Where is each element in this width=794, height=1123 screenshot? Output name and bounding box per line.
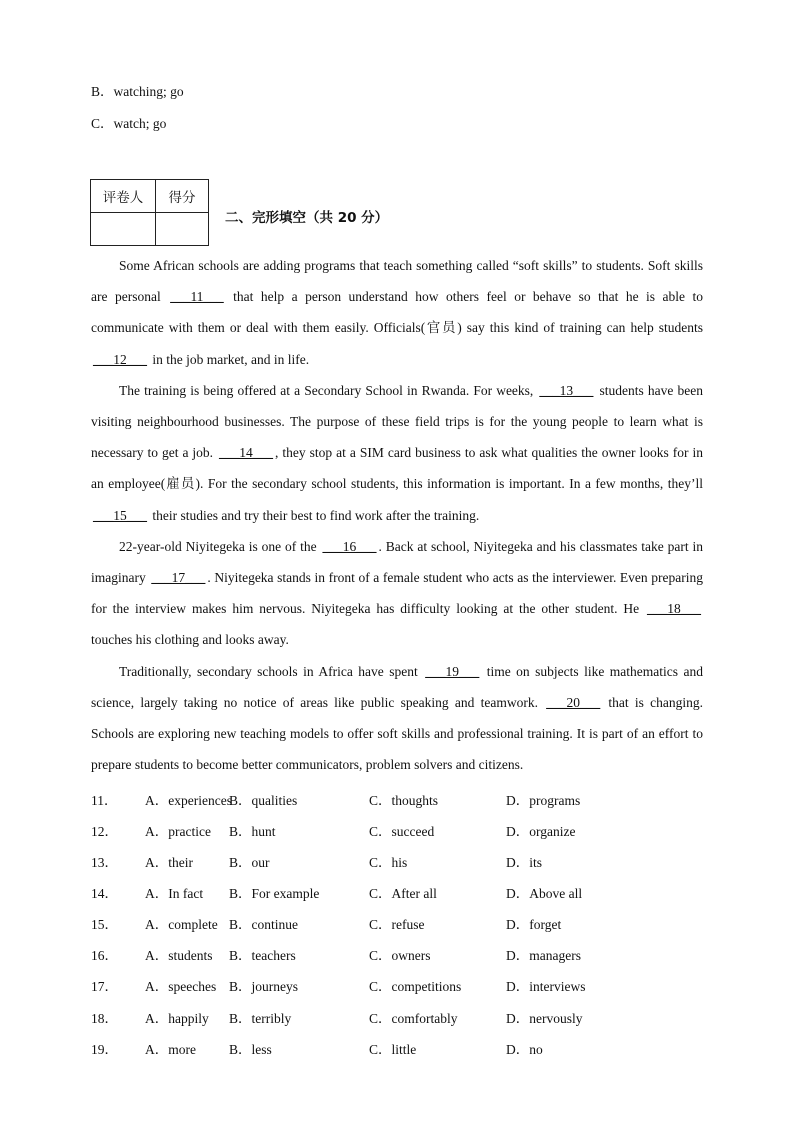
passage-text: . Niyitegeka stands in front of a female student who acts as the interviewer. Even preparing for the interview makes him nervous. Niyitegeka has difficulty looking at the other student. He [91,570,704,617]
question-number: 13． [91,855,118,870]
question-number: 15． [91,917,118,932]
option-d[interactable]: D．Above all [506,886,583,901]
passage-paragraph-1 [91,250,703,375]
option-c[interactable]: C．refuse [369,917,425,932]
option-a[interactable]: A．experiences [145,793,232,808]
passage-text: in the job market, and in life. [149,351,310,367]
passage-paragraph-3 [91,531,703,656]
option-d[interactable]: D．its [506,855,543,870]
passage-text: time on subjects like mathematics and science, largely taking no notice of areas like public speaking and teamwork. [91,663,703,710]
passage-text: touches his clothing and looks away. [91,632,289,648]
question-number: 18． [91,1011,118,1026]
option-d[interactable]: D．forget [506,917,562,932]
question-number: 12． [91,824,118,839]
blank-15: ___15___ [93,507,147,523]
question-number: 14． [91,886,118,901]
question-number: 19． [91,1042,118,1057]
passage-paragraph-2 [91,375,703,531]
option-b[interactable]: B．qualities [229,793,298,808]
option-b[interactable]: B．continue [229,917,298,932]
option-d[interactable]: D．organize [506,824,576,839]
option-a[interactable]: A．more [145,1042,196,1057]
blank-19: ___19___ [425,663,480,679]
option-a[interactable]: A．practice [145,824,211,839]
passage-text: students have been visiting neighbourhood businesses. The purpose of these field trips is for the young people to learn what is necessary to get a job. [91,382,703,461]
option-c[interactable]: C．owners [369,948,431,963]
option-d[interactable]: D．managers [506,948,581,963]
option-c[interactable]: C．After all [369,886,437,901]
passage-text: 22-year-old Niyitegeka is one of the [119,538,321,554]
blank-18: ___18___ [647,601,701,617]
option-c[interactable]: C．little [369,1042,417,1057]
option-d[interactable]: D．nervously [506,1011,583,1026]
option-a[interactable]: A．their [145,855,193,870]
passage-text: Traditionally, secondary schools in Africa have spent [119,663,424,679]
passage-text: their studies and try their best to find work after the training. [149,507,480,523]
cloze-passage [91,250,703,780]
grader-label: 评卷人 [91,180,156,213]
score-table [90,179,209,246]
option-c[interactable]: C．comfortably [369,1011,458,1026]
option-c[interactable]: C．succeed [369,824,435,839]
prev-option-b: B．watching; go [91,84,184,99]
question-number: 11． [91,793,118,808]
passage-text: . Back at school, Niyitegeka and his classmates take part in imaginary [91,538,703,586]
blank-11: ___11___ [170,289,224,305]
option-b[interactable]: B．hunt [229,824,276,839]
option-b[interactable]: B．our [229,855,270,870]
option-b[interactable]: B．terribly [229,1011,292,1026]
option-b[interactable]: B．For example [229,886,320,901]
option-d[interactable]: D．interviews [506,979,586,994]
blank-17: ___17___ [151,570,206,586]
option-c[interactable]: C．his [369,855,408,870]
question-number: 16． [91,948,118,963]
option-b[interactable]: B．journeys [229,979,298,994]
grader-cell[interactable] [91,213,156,246]
option-d[interactable]: D．no [506,1042,543,1057]
option-a[interactable]: A．happily [145,1011,209,1026]
prev-option-c: C．watch; go [91,116,167,131]
passage-text: that is changing. Schools are exploring new teaching models to offer soft skills and professional training. It is part of an effort to prepare students to become better communicators, problem solvers and citizens. [91,694,704,773]
option-a[interactable]: A．students [145,948,213,963]
option-b[interactable]: B．less [229,1042,272,1057]
option-a[interactable]: A．complete [145,917,218,932]
passage-text: , they stop at a SIM card business to ask what qualities the owner looks for in an employee(雇员). For the secondary school students, this information is important. In a few months, they’ll [91,445,703,492]
score-cell[interactable] [156,213,209,246]
blank-16: ___16___ [322,538,377,554]
passage-text: The training is being offered at a Secondary School in Rwanda. For weeks, [119,382,538,398]
passage-paragraph-4 [91,656,703,781]
blank-13: ___13___ [539,382,594,398]
option-c[interactable]: C．thoughts [369,793,439,808]
section-title: 二、完形填空（共 20 分） [225,210,389,226]
score-label: 得分 [156,180,209,213]
blank-12: ___12___ [93,351,147,367]
passage-text: that help a person understand how others feel or behave so that he is able to communicate with them or deal with them easily. Officials(官员) say this kind of training can help students [91,289,704,336]
blank-20: ___20___ [546,694,601,710]
passage-text: Some African schools are adding programs that teach something called “soft skills” to students. Soft skills are personal [91,258,703,305]
option-a[interactable]: A．speeches [145,979,217,994]
question-number: 17． [91,979,118,994]
option-c[interactable]: C．competitions [369,979,462,994]
blank-14: ___14___ [219,445,274,461]
option-a[interactable]: A．In fact [145,886,204,901]
option-d[interactable]: D．programs [506,793,581,808]
option-b[interactable]: B．teachers [229,948,296,963]
